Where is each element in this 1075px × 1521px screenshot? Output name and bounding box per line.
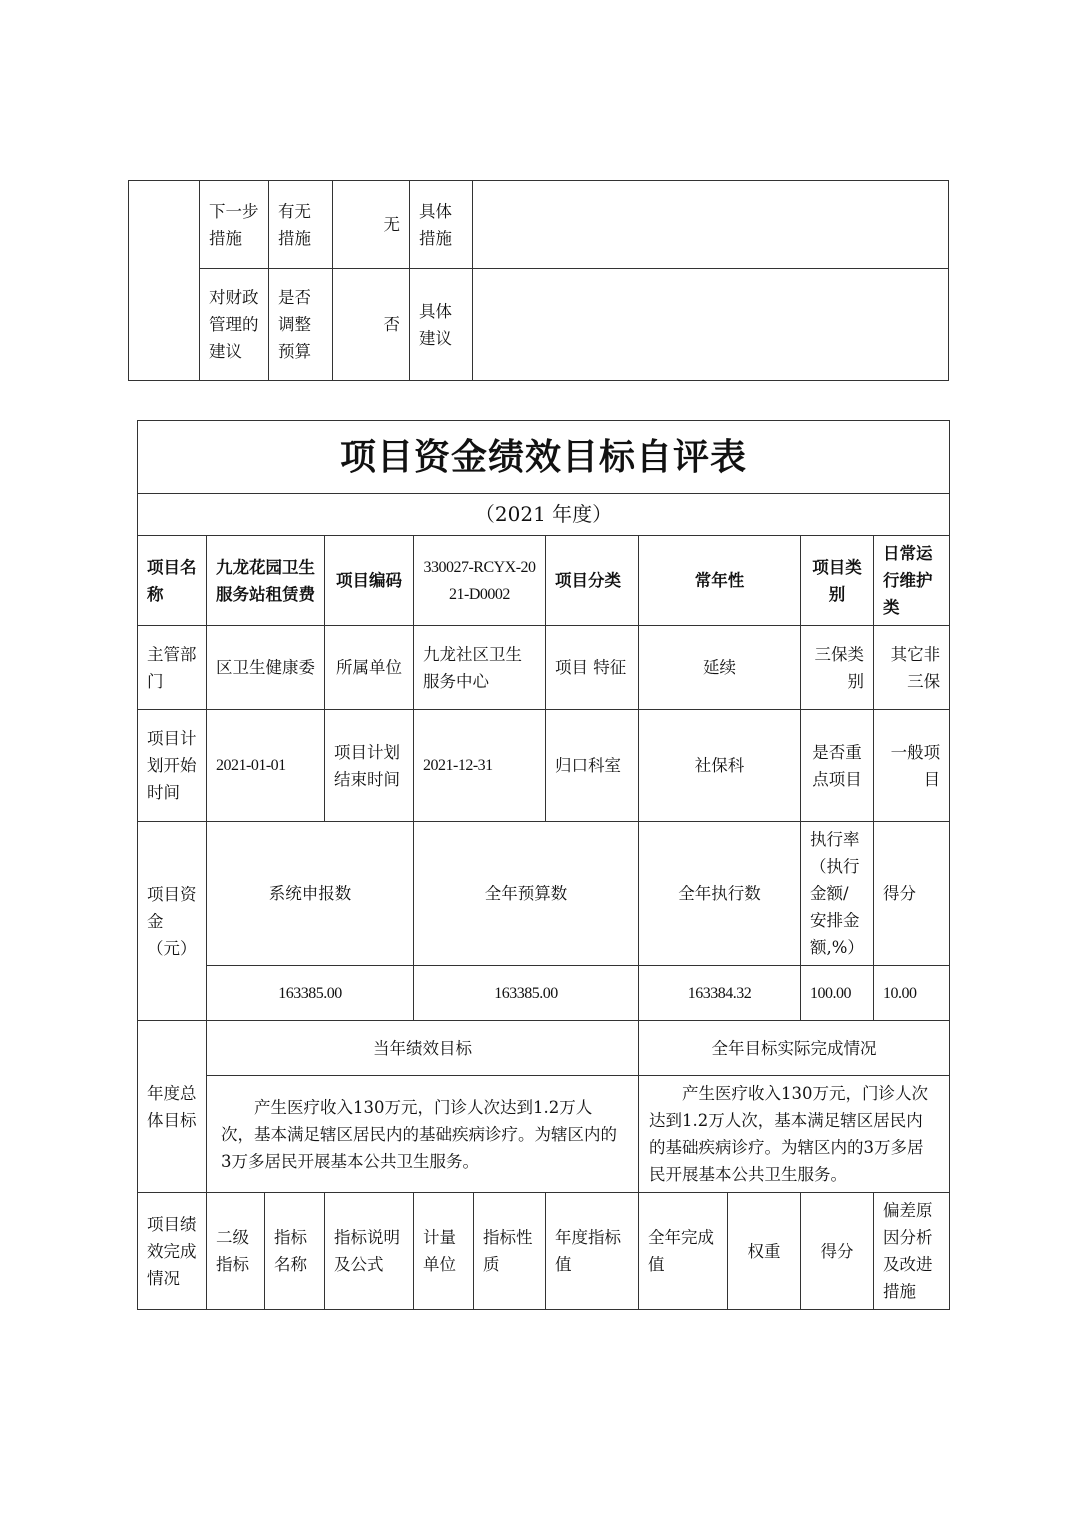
specific-suggestion-label: 具体建议 xyxy=(410,269,473,381)
col-indicator-desc: 指标说明及公式 xyxy=(325,1193,414,1310)
score-value: 10.00 xyxy=(874,966,950,1021)
has-measures-value: 无 xyxy=(333,181,410,269)
executed-header: 全年执行数 xyxy=(639,822,801,966)
end-date-label: 项目计划结束时间 xyxy=(325,710,414,822)
next-steps-table xyxy=(128,180,949,381)
col-annual-value: 年度指标值 xyxy=(546,1193,639,1310)
executed-value: 163384.32 xyxy=(639,966,801,1021)
end-date-value: 2021-12-31 xyxy=(414,710,546,822)
project-name-value: 九龙花园卫生服务站租赁费 xyxy=(207,536,325,626)
key-project-value: 一般项目 xyxy=(874,710,950,822)
office-value: 社保科 xyxy=(639,710,801,822)
col-deviation: 偏差原因分析及改进措施 xyxy=(874,1193,950,1310)
adjust-budget-value: 否 xyxy=(333,269,410,381)
unit-label: 所属单位 xyxy=(325,626,414,710)
self-evaluation-form xyxy=(137,420,950,1310)
feature-value: 延续 xyxy=(639,626,801,710)
col-completed-value: 全年完成值 xyxy=(639,1193,728,1310)
project-category-label: 项目分类 xyxy=(546,536,639,626)
project-type-label: 项目类别 xyxy=(801,536,874,626)
start-date-label: 项目计划开始时间 xyxy=(138,710,207,822)
project-name-label: 项目名称 xyxy=(138,536,207,626)
key-project-label: 是否重点项目 xyxy=(801,710,874,822)
col-level2-indicator: 二级指标 xyxy=(207,1193,265,1310)
start-date-value: 2021-01-01 xyxy=(207,710,325,822)
annual-target-text: 产生医疗收入130万元，门诊人次达到1.2万人次，基本满足辖区居民内的基础疾病诊疗。为辖区内的3万多居民开展基本公共卫生服务。 xyxy=(207,1076,639,1193)
annual-goal-label: 年度总体目标 xyxy=(138,1021,207,1193)
form-title: 项目资金绩效目标自评表 xyxy=(138,421,950,494)
adjust-budget-label: 是否调整预算 xyxy=(269,269,333,381)
dept-label: 主管部门 xyxy=(138,626,207,710)
declared-value: 163385.00 xyxy=(207,966,414,1021)
rate-value: 100.00 xyxy=(801,966,874,1021)
blank-cell xyxy=(129,181,200,381)
project-code-value: 330027-RCYX-2021-D0002 xyxy=(414,536,546,626)
has-measures-label: 有无措施 xyxy=(269,181,333,269)
project-type-value: 日常运行维护类 xyxy=(874,536,950,626)
budget-value: 163385.00 xyxy=(414,966,639,1021)
specific-measures-label: 具体措施 xyxy=(410,181,473,269)
funds-label: 项目资金（元） xyxy=(138,822,207,1021)
col-unit: 计量单位 xyxy=(414,1193,474,1310)
specific-measures-value xyxy=(473,181,949,269)
col-indicator-name: 指标名称 xyxy=(265,1193,325,1310)
col-nature: 指标性质 xyxy=(474,1193,546,1310)
score-header: 得分 xyxy=(874,822,950,966)
next-steps-label: 下一步措施 xyxy=(200,181,269,269)
insurance-value: 其它非三保 xyxy=(874,626,950,710)
project-category-value: 常年性 xyxy=(639,536,801,626)
feature-label: 项目 特征 xyxy=(546,626,639,710)
unit-value: 九龙社区卫生服务中心 xyxy=(414,626,546,710)
col-weight: 权重 xyxy=(728,1193,801,1310)
form-subtitle: （2021 年度） xyxy=(138,494,950,536)
col-score: 得分 xyxy=(801,1193,874,1310)
annual-actual-text: 产生医疗收入130万元，门诊人次达到1.2万人次，基本满足辖区居民内的基础疾病诊疗。为辖区内的3万多居民开展基本公共卫生服务。 xyxy=(639,1076,950,1193)
budget-header: 全年预算数 xyxy=(414,822,639,966)
dept-value: 区卫生健康委 xyxy=(207,626,325,710)
office-label: 归口科室 xyxy=(546,710,639,822)
performance-label: 项目绩效完成情况 xyxy=(138,1193,207,1310)
insurance-label: 三保类别 xyxy=(801,626,874,710)
project-code-label: 项目编码 xyxy=(325,536,414,626)
declared-header: 系统申报数 xyxy=(207,822,414,966)
rate-header: 执行率（执行金额/安排金额,%） xyxy=(801,822,874,966)
annual-target-header: 当年绩效目标 xyxy=(207,1021,639,1076)
specific-suggestion-value xyxy=(473,269,949,381)
finance-suggestion-label: 对财政管理的建议 xyxy=(200,269,269,381)
annual-actual-header: 全年目标实际完成情况 xyxy=(639,1021,950,1076)
